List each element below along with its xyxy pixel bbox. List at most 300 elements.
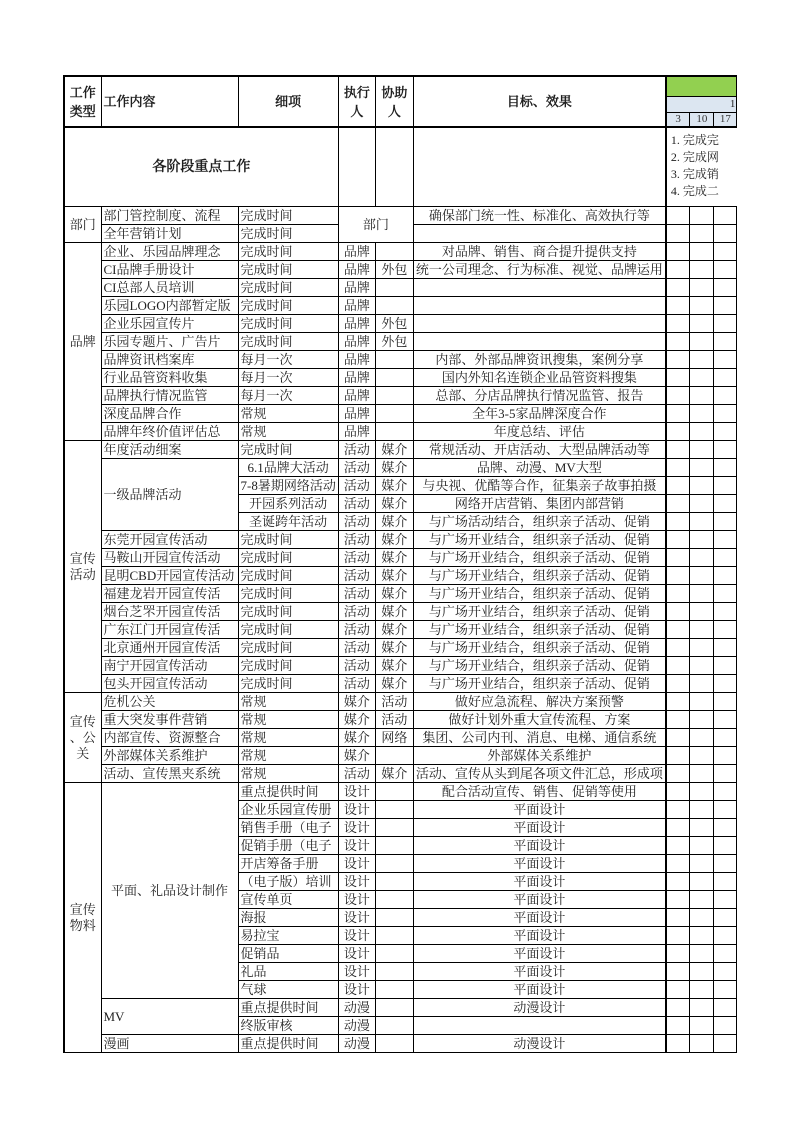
week-grid-cell[interactable]	[666, 837, 690, 855]
week-grid-cell[interactable]	[666, 531, 690, 549]
goal-cell[interactable]: 统一公司理念、行为标准、视觉、品牌运用	[413, 261, 666, 279]
assistant-cell[interactable]	[375, 1017, 413, 1035]
executor-cell[interactable]: 活动	[338, 765, 375, 783]
week-grid-cell[interactable]	[690, 549, 714, 567]
week-grid-cell[interactable]	[714, 333, 737, 351]
detail-cell[interactable]: 宣传单页	[238, 891, 338, 909]
assistant-cell[interactable]	[375, 945, 413, 963]
goal-cell[interactable]: 与广场开业结合，组织亲子活动、促销	[413, 621, 666, 639]
week-grid-cell[interactable]	[666, 981, 690, 999]
week-grid-cell[interactable]	[666, 441, 690, 459]
goal-cell[interactable]: 网络开店营销、集团内部营销	[413, 495, 666, 513]
week-grid-cell[interactable]	[690, 207, 714, 225]
detail-cell[interactable]: 销售手册（电子	[238, 819, 338, 837]
executor-cell[interactable]: 品牌	[338, 261, 375, 279]
week-grid-cell[interactable]	[714, 927, 737, 945]
goal-cell[interactable]: 常规活动、开店活动、大型品牌活动等	[413, 441, 666, 459]
detail-cell[interactable]: 完成时间	[238, 549, 338, 567]
assistant-cell[interactable]	[375, 243, 413, 261]
assistant-cell[interactable]	[375, 819, 413, 837]
week-grid-cell[interactable]	[666, 297, 690, 315]
assistant-cell[interactable]	[375, 855, 413, 873]
goal-cell[interactable]: 与广场开业结合，组织亲子活动、促销	[413, 585, 666, 603]
goal-cell[interactable]: 与广场开业结合，组织亲子活动、促销	[413, 567, 666, 585]
week-grid-cell[interactable]	[714, 729, 737, 747]
executor-cell[interactable]: 活动	[338, 621, 375, 639]
assistant-cell[interactable]	[375, 909, 413, 927]
work-type-cell[interactable]: 品牌	[64, 243, 101, 441]
week-grid-cell[interactable]	[666, 927, 690, 945]
week-grid-cell[interactable]	[666, 351, 690, 369]
week-grid-cell[interactable]	[690, 873, 714, 891]
assistant-cell[interactable]: 媒介	[375, 675, 413, 693]
executor-cell[interactable]: 活动	[338, 675, 375, 693]
assistant-cell[interactable]	[375, 837, 413, 855]
goal-cell[interactable]: 与广场开业结合，组织亲子活动、促销	[413, 675, 666, 693]
work-content-cell[interactable]: 漫画	[101, 1035, 238, 1053]
goal-cell[interactable]: 与广场活动结合，组织亲子活动、促销	[413, 513, 666, 531]
assistant-cell[interactable]: 媒介	[375, 513, 413, 531]
goal-cell[interactable]: 内部、外部品牌资讯搜集，案例分享	[413, 351, 666, 369]
detail-cell[interactable]: 礼品	[238, 963, 338, 981]
empty-cell[interactable]	[375, 127, 413, 207]
assistant-cell[interactable]	[375, 963, 413, 981]
executor-cell[interactable]: 活动	[338, 441, 375, 459]
work-content-cell[interactable]: 南宁开园宣传活动	[101, 657, 238, 675]
assistant-cell[interactable]	[375, 801, 413, 819]
week-grid-cell[interactable]	[666, 621, 690, 639]
detail-cell[interactable]: 开店筹备手册	[238, 855, 338, 873]
detail-cell[interactable]: 完成时间	[238, 225, 338, 243]
week-grid-cell[interactable]	[666, 387, 690, 405]
detail-cell[interactable]: 易拉宝	[238, 927, 338, 945]
empty-cell[interactable]	[413, 127, 666, 207]
executor-cell[interactable]: 设计	[338, 963, 375, 981]
work-type-cell[interactable]: 宣传、公关	[64, 693, 101, 783]
goal-cell[interactable]: 国内外知名连锁企业品管资料搜集	[413, 369, 666, 387]
week-grid-cell[interactable]	[714, 801, 737, 819]
week-grid-cell[interactable]	[714, 549, 737, 567]
assistant-cell[interactable]	[375, 783, 413, 801]
week-grid-cell[interactable]	[690, 621, 714, 639]
executor-cell[interactable]: 品牌	[338, 243, 375, 261]
assistant-cell[interactable]	[375, 891, 413, 909]
week-grid-cell[interactable]	[690, 315, 714, 333]
executor-cell[interactable]: 品牌	[338, 297, 375, 315]
week-grid-cell[interactable]	[714, 1035, 737, 1053]
week-grid-cell[interactable]	[690, 1017, 714, 1035]
assistant-cell[interactable]: 媒介	[375, 585, 413, 603]
header-executor[interactable]: 执行人	[338, 76, 375, 127]
week-grid-cell[interactable]	[714, 495, 737, 513]
week-grid-cell[interactable]	[666, 585, 690, 603]
week-grid-cell[interactable]	[666, 783, 690, 801]
goal-cell[interactable]: 外部媒体关系维护	[413, 747, 666, 765]
week-grid-cell[interactable]	[690, 783, 714, 801]
goal-cell[interactable]: 做好计划外重大宣传流程、方案	[413, 711, 666, 729]
week-grid-cell[interactable]	[714, 765, 737, 783]
assistant-cell[interactable]: 媒介	[375, 639, 413, 657]
header-work-type[interactable]: 工作类型	[64, 76, 101, 127]
week-grid-cell[interactable]	[666, 1017, 690, 1035]
week-grid-cell[interactable]	[666, 1035, 690, 1053]
week-grid-cell[interactable]	[690, 981, 714, 999]
week-grid-cell[interactable]	[666, 729, 690, 747]
assistant-cell[interactable]	[375, 297, 413, 315]
calendar-week-cell[interactable]: 3	[666, 113, 690, 128]
calendar-week-cell[interactable]: 10	[690, 113, 714, 128]
work-content-cell[interactable]: 品牌执行情况监管	[101, 387, 238, 405]
detail-cell[interactable]: 完成时间	[238, 279, 338, 297]
executor-cell[interactable]: 品牌	[338, 315, 375, 333]
executor-cell[interactable]: 媒介	[338, 729, 375, 747]
goal-cell[interactable]: 配合活动宣传、销售、促销等使用	[413, 783, 666, 801]
week-grid-cell[interactable]	[714, 783, 737, 801]
week-grid-cell[interactable]	[714, 909, 737, 927]
header-goal[interactable]: 目标、效果	[413, 76, 666, 127]
work-content-cell[interactable]: 部门管控制度、流程	[101, 207, 238, 225]
detail-cell[interactable]: 开园系列活动	[238, 495, 338, 513]
week-grid-cell[interactable]	[690, 999, 714, 1017]
executor-cell[interactable]: 活动	[338, 585, 375, 603]
executor-cell[interactable]: 媒介	[338, 711, 375, 729]
week-grid-cell[interactable]	[666, 909, 690, 927]
detail-cell[interactable]: 完成时间	[238, 567, 338, 585]
week-grid-cell[interactable]	[666, 549, 690, 567]
executor-cell[interactable]: 活动	[338, 549, 375, 567]
week-grid-cell[interactable]	[690, 963, 714, 981]
goal-cell[interactable]: 平面设计	[413, 963, 666, 981]
goal-cell[interactable]: 平面设计	[413, 945, 666, 963]
detail-cell[interactable]: 重点提供时间	[238, 783, 338, 801]
week-grid-cell[interactable]	[690, 909, 714, 927]
week-grid-cell[interactable]	[666, 999, 690, 1017]
week-grid-cell[interactable]	[666, 477, 690, 495]
goal-cell[interactable]	[413, 225, 666, 243]
week-grid-cell[interactable]	[714, 819, 737, 837]
detail-cell[interactable]: 终版审核	[238, 1017, 338, 1035]
executor-cell[interactable]: 设计	[338, 801, 375, 819]
week-grid-cell[interactable]	[714, 297, 737, 315]
executor-cell[interactable]: 活动	[338, 495, 375, 513]
detail-cell[interactable]: 7-8暑期网络活动	[238, 477, 338, 495]
week-grid-cell[interactable]	[714, 387, 737, 405]
week-grid-cell[interactable]	[714, 513, 737, 531]
week-grid-cell[interactable]	[690, 801, 714, 819]
detail-cell[interactable]: 完成时间	[238, 315, 338, 333]
week-grid-cell[interactable]	[690, 855, 714, 873]
assistant-cell[interactable]: 活动	[375, 711, 413, 729]
goal-cell[interactable]: 平面设计	[413, 891, 666, 909]
work-content-cell[interactable]: 乐园专题片、广告片	[101, 333, 238, 351]
assistant-cell[interactable]	[375, 387, 413, 405]
goal-cell[interactable]: 与广场开业结合，组织亲子活动、促销	[413, 639, 666, 657]
week-grid-cell[interactable]	[714, 351, 737, 369]
work-content-cell[interactable]: CI品牌手册设计	[101, 261, 238, 279]
assistant-cell[interactable]	[375, 873, 413, 891]
goal-cell[interactable]: 确保部门统一性、标准化、高效执行等	[413, 207, 666, 225]
work-content-cell[interactable]: CI总部人员培训	[101, 279, 238, 297]
week-grid-cell[interactable]	[690, 1035, 714, 1053]
week-grid-cell[interactable]	[690, 279, 714, 297]
week-grid-cell[interactable]	[690, 657, 714, 675]
week-grid-cell[interactable]	[666, 675, 690, 693]
week-grid-cell[interactable]	[714, 585, 737, 603]
week-grid-cell[interactable]	[714, 603, 737, 621]
work-content-cell[interactable]: 品牌年终价值评估总	[101, 423, 238, 441]
goal-cell[interactable]: 做好应急流程、解决方案预警	[413, 693, 666, 711]
executor-cell[interactable]: 动漫	[338, 1017, 375, 1035]
goal-cell[interactable]: 平面设计	[413, 801, 666, 819]
goal-cell[interactable]: 与广场开业结合，组织亲子活动、促销	[413, 549, 666, 567]
week-grid-cell[interactable]	[714, 891, 737, 909]
week-grid-cell[interactable]	[714, 531, 737, 549]
executor-cell[interactable]: 品牌	[338, 333, 375, 351]
detail-cell[interactable]: 完成时间	[238, 657, 338, 675]
week-grid-cell[interactable]	[690, 747, 714, 765]
detail-cell[interactable]: 完成时间	[238, 585, 338, 603]
week-grid-cell[interactable]	[690, 711, 714, 729]
empty-cell[interactable]	[338, 127, 375, 207]
work-content-cell[interactable]: 活动、宣传黑夹系统	[101, 765, 238, 783]
week-grid-cell[interactable]	[690, 225, 714, 243]
work-content-cell[interactable]: 行业品管资料收集	[101, 369, 238, 387]
goal-cell[interactable]: 品牌、动漫、MV大型	[413, 459, 666, 477]
executor-cell[interactable]: 动漫	[338, 1035, 375, 1053]
header-assistant[interactable]: 协助人	[375, 76, 413, 127]
detail-cell[interactable]: 常规	[238, 765, 338, 783]
week-grid-cell[interactable]	[690, 423, 714, 441]
week-grid-cell[interactable]	[714, 657, 737, 675]
week-grid-cell[interactable]	[714, 567, 737, 585]
week-grid-cell[interactable]	[690, 297, 714, 315]
work-type-cell[interactable]: 宣传活动	[64, 441, 101, 693]
week-grid-cell[interactable]	[666, 513, 690, 531]
week-grid-cell[interactable]	[666, 693, 690, 711]
work-content-cell[interactable]: 平面、礼品设计制作	[101, 783, 238, 999]
week-grid-cell[interactable]	[666, 333, 690, 351]
goal-cell[interactable]: 年度总结、评估	[413, 423, 666, 441]
goal-cell[interactable]: 平面设计	[413, 909, 666, 927]
detail-cell[interactable]: 完成时间	[238, 441, 338, 459]
work-content-cell[interactable]: 重大突发事件营销	[101, 711, 238, 729]
executor-cell[interactable]: 活动	[338, 567, 375, 585]
goal-cell[interactable]: 平面设计	[413, 981, 666, 999]
work-content-cell[interactable]: 东莞开园宣传活动	[101, 531, 238, 549]
week-grid-cell[interactable]	[690, 513, 714, 531]
week-grid-cell[interactable]	[714, 243, 737, 261]
work-content-cell[interactable]: 福建龙岩开园宣传活	[101, 585, 238, 603]
detail-cell[interactable]: 常规	[238, 693, 338, 711]
assistant-cell[interactable]	[375, 1035, 413, 1053]
executor-cell[interactable]: 设计	[338, 819, 375, 837]
phase-notes-cell[interactable]	[666, 127, 737, 207]
week-grid-cell[interactable]	[690, 441, 714, 459]
calendar-week-cell[interactable]: 17	[714, 113, 737, 128]
goal-cell[interactable]: 平面设计	[413, 927, 666, 945]
week-grid-cell[interactable]	[666, 801, 690, 819]
work-type-cell[interactable]: 部门	[64, 207, 101, 243]
week-grid-cell[interactable]	[714, 369, 737, 387]
goal-cell[interactable]: 平面设计	[413, 819, 666, 837]
assistant-cell[interactable]: 活动	[375, 693, 413, 711]
week-grid-cell[interactable]	[666, 279, 690, 297]
week-grid-cell[interactable]	[714, 261, 737, 279]
week-grid-cell[interactable]	[714, 315, 737, 333]
executor-cell[interactable]: 设计	[338, 927, 375, 945]
week-grid-cell[interactable]	[666, 423, 690, 441]
detail-cell[interactable]: （电子版）培训	[238, 873, 338, 891]
goal-cell[interactable]	[413, 279, 666, 297]
assistant-cell[interactable]: 媒介	[375, 603, 413, 621]
assistant-cell[interactable]	[375, 351, 413, 369]
executor-cell[interactable]: 品牌	[338, 423, 375, 441]
work-content-cell[interactable]: 企业乐园宣传片	[101, 315, 238, 333]
assistant-cell[interactable]	[375, 927, 413, 945]
week-grid-cell[interactable]	[690, 495, 714, 513]
week-grid-cell[interactable]	[714, 207, 737, 225]
week-grid-cell[interactable]	[714, 225, 737, 243]
goal-cell[interactable]: 总部、分店品牌执行情况监管、报告	[413, 387, 666, 405]
detail-cell[interactable]: 常规	[238, 729, 338, 747]
week-grid-cell[interactable]	[690, 945, 714, 963]
assistant-cell[interactable]: 媒介	[375, 531, 413, 549]
detail-cell[interactable]: 完成时间	[238, 261, 338, 279]
work-content-cell[interactable]: 品牌资讯档案库	[101, 351, 238, 369]
executor-cell[interactable]: 设计	[338, 891, 375, 909]
week-grid-cell[interactable]	[714, 837, 737, 855]
detail-cell[interactable]: 圣诞跨年活动	[238, 513, 338, 531]
week-grid-cell[interactable]	[690, 819, 714, 837]
week-grid-cell[interactable]	[714, 405, 737, 423]
week-grid-cell[interactable]	[666, 963, 690, 981]
week-grid-cell[interactable]	[714, 477, 737, 495]
executor-cell[interactable]: 设计	[338, 783, 375, 801]
week-grid-cell[interactable]	[714, 963, 737, 981]
detail-cell[interactable]: 海报	[238, 909, 338, 927]
goal-cell[interactable]: 与广场开业结合，组织亲子活动、促销	[413, 603, 666, 621]
assistant-cell[interactable]: 媒介	[375, 765, 413, 783]
header-work-content[interactable]: 工作内容	[101, 76, 238, 127]
week-grid-cell[interactable]	[666, 315, 690, 333]
week-grid-cell[interactable]	[714, 621, 737, 639]
work-content-cell[interactable]: 内部宣传、资源整合	[101, 729, 238, 747]
assistant-cell[interactable]: 媒介	[375, 495, 413, 513]
detail-cell[interactable]: 常规	[238, 423, 338, 441]
detail-cell[interactable]: 完成时间	[238, 621, 338, 639]
week-grid-cell[interactable]	[666, 819, 690, 837]
week-grid-cell[interactable]	[690, 729, 714, 747]
goal-cell[interactable]: 动漫设计	[413, 999, 666, 1017]
executor-cell[interactable]: 设计	[338, 945, 375, 963]
goal-cell[interactable]: 与广场开业结合，组织亲子活动、促销	[413, 657, 666, 675]
assistant-cell[interactable]: 媒介	[375, 441, 413, 459]
week-grid-cell[interactable]	[666, 657, 690, 675]
week-grid-cell[interactable]	[690, 405, 714, 423]
detail-cell[interactable]: 完成时间	[238, 297, 338, 315]
goal-cell[interactable]	[413, 333, 666, 351]
executor-cell[interactable]: 活动	[338, 513, 375, 531]
assistant-cell[interactable]	[375, 279, 413, 297]
goal-cell[interactable]: 平面设计	[413, 873, 666, 891]
week-grid-cell[interactable]	[690, 837, 714, 855]
work-type-cell[interactable]: 宣传物料	[64, 783, 101, 1053]
week-grid-cell[interactable]	[690, 765, 714, 783]
phase-label-cell[interactable]: 各阶段重点工作	[64, 127, 338, 207]
executor-cell[interactable]: 动漫	[338, 999, 375, 1017]
week-grid-cell[interactable]	[690, 603, 714, 621]
detail-cell[interactable]: 每月一次	[238, 387, 338, 405]
detail-cell[interactable]: 常规	[238, 747, 338, 765]
executor-cell[interactable]: 媒介	[338, 693, 375, 711]
detail-cell[interactable]: 完成时间	[238, 639, 338, 657]
goal-cell[interactable]: 平面设计	[413, 855, 666, 873]
goal-cell[interactable]	[413, 315, 666, 333]
work-content-cell[interactable]: 包头开园宣传活动	[101, 675, 238, 693]
executor-cell[interactable]: 活动	[338, 459, 375, 477]
week-grid-cell[interactable]	[690, 585, 714, 603]
assistant-cell[interactable]: 媒介	[375, 567, 413, 585]
week-grid-cell[interactable]	[690, 567, 714, 585]
goal-cell[interactable]: 与央视、优酷等合作，征集亲子故事拍摄	[413, 477, 666, 495]
executor-cell[interactable]: 设计	[338, 855, 375, 873]
week-grid-cell[interactable]	[666, 495, 690, 513]
week-grid-cell[interactable]	[666, 567, 690, 585]
week-grid-cell[interactable]	[690, 351, 714, 369]
work-content-cell[interactable]: 危机公关	[101, 693, 238, 711]
week-grid-cell[interactable]	[690, 477, 714, 495]
executor-cell[interactable]: 品牌	[338, 405, 375, 423]
detail-cell[interactable]: 气球	[238, 981, 338, 999]
assistant-cell[interactable]: 媒介	[375, 477, 413, 495]
goal-cell[interactable]: 活动、宣传从头到尾各项文件汇总，形成项	[413, 765, 666, 783]
detail-cell[interactable]: 完成时间	[238, 675, 338, 693]
header-detail[interactable]: 细项	[238, 76, 338, 127]
work-content-cell[interactable]: MV	[101, 999, 238, 1035]
assistant-cell[interactable]	[375, 999, 413, 1017]
detail-cell[interactable]: 完成时间	[238, 603, 338, 621]
week-grid-cell[interactable]	[714, 693, 737, 711]
detail-cell[interactable]: 完成时间	[238, 207, 338, 225]
detail-cell[interactable]: 促销品	[238, 945, 338, 963]
assistant-cell[interactable]: 外包	[375, 261, 413, 279]
week-grid-cell[interactable]	[666, 603, 690, 621]
executor-cell[interactable]: 媒介	[338, 747, 375, 765]
goal-cell[interactable]: 集团、公司内刊、消息、电梯、通信系统	[413, 729, 666, 747]
executor-cell[interactable]: 品牌	[338, 351, 375, 369]
week-grid-cell[interactable]	[690, 369, 714, 387]
week-grid-cell[interactable]	[690, 675, 714, 693]
assistant-cell[interactable]	[375, 369, 413, 387]
detail-cell[interactable]: 促销手册（电子	[238, 837, 338, 855]
detail-cell[interactable]: 完成时间	[238, 333, 338, 351]
work-content-cell[interactable]: 马鞍山开园宣传活动	[101, 549, 238, 567]
goal-cell[interactable]: 对品牌、销售、商合提升提供支持	[413, 243, 666, 261]
executor-cell[interactable]: 部门	[338, 207, 413, 243]
detail-cell[interactable]: 每月一次	[238, 369, 338, 387]
calendar-green-header[interactable]	[666, 76, 737, 97]
week-grid-cell[interactable]	[666, 369, 690, 387]
work-content-cell[interactable]: 烟台芝罘开园宣传活	[101, 603, 238, 621]
executor-cell[interactable]: 设计	[338, 873, 375, 891]
executor-cell[interactable]: 设计	[338, 837, 375, 855]
executor-cell[interactable]: 品牌	[338, 279, 375, 297]
work-content-cell[interactable]: 广东江门开园宣传活	[101, 621, 238, 639]
week-grid-cell[interactable]	[666, 261, 690, 279]
detail-cell[interactable]: 完成时间	[238, 243, 338, 261]
week-grid-cell[interactable]	[714, 459, 737, 477]
week-grid-cell[interactable]	[714, 873, 737, 891]
